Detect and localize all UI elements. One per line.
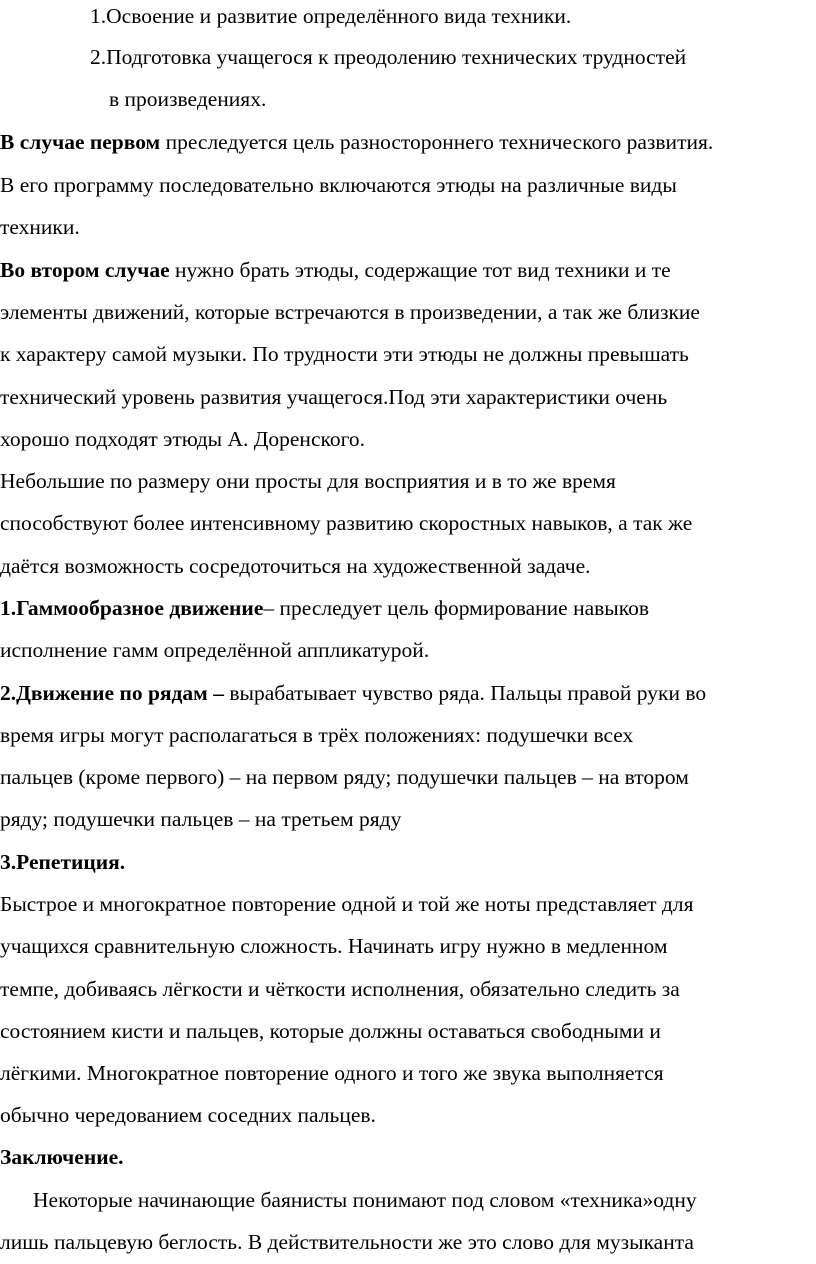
paragraph-text: темпе, добиваясь лёгкости и чёткости исполнения, обязательно следить за	[0, 977, 680, 1001]
list-item-2-continuation: в произведениях.	[109, 87, 267, 111]
list-item-1: 1.Освоение и развитие определённого вида техники.	[90, 4, 572, 28]
section-heading-repetition: 3.Репетиция.	[0, 850, 126, 874]
paragraph-text: исполнение гамм определённой аппликатурой.	[0, 638, 430, 662]
paragraph-text: способствуют более интенсивному развитию скоростных навыков, а так же	[0, 511, 693, 535]
paragraph-text: Некоторые начинающие баянисты понимают под словом «техника»одну	[33, 1188, 697, 1212]
section-scale-movement	[0, 595, 649, 621]
paragraph-text: хорошо подходят этюды А. Доренского.	[0, 427, 365, 451]
paragraph-text: Небольшие по размеру они просты для восприятия и в то же время	[0, 469, 616, 493]
paragraph-text: состоянием кисти и пальцев, которые должны оставаться свободными и	[0, 1019, 661, 1043]
paragraph-text: пальцев (кроме первого) – на первом ряду; подушечки пальцев – на втором	[0, 765, 689, 789]
paragraph-text: учащихся сравнительную сложность. Начинать игру нужно в медленном	[0, 934, 668, 958]
second-case-term: Во втором случае	[0, 258, 170, 282]
first-case-term: В случае первом	[0, 130, 161, 154]
paragraph-text: к характеру самой музыки. По трудности эти этюды не должны превышать	[0, 342, 689, 366]
paragraph-text: преследуется цель разностороннего технического развития.	[160, 130, 714, 154]
paragraph-text: лишь пальцевую беглость. В действительности же это слово для музыканта	[0, 1230, 694, 1254]
paragraph-text: лёгкими. Многократное повторение одного и того же звука выполняется	[0, 1061, 664, 1085]
paragraph-first-case	[0, 129, 713, 155]
paragraph-text: обычно чередованием соседних пальцев.	[0, 1103, 376, 1127]
paragraph-text: время игры могут располагаться в трёх положениях: подушечки всех	[0, 723, 634, 747]
paragraph-text: ряду; подушечки пальцев – на третьем ряду	[0, 807, 402, 831]
paragraph-text: вырабатывает чувство ряда. Пальцы правой руки во	[223, 681, 707, 705]
paragraph-text: технический уровень развития учащегося.Под эти характеристики очень	[0, 385, 668, 409]
paragraph-text: элементы движений, которые встречаются в произведении, а так же близкие	[0, 300, 700, 324]
paragraph-text: В его программу последовательно включаются этюды на различные виды	[0, 173, 677, 197]
paragraph-text: техники.	[0, 215, 80, 239]
paragraph-second-case	[0, 257, 671, 283]
section-heading: 2.Движение по рядам –	[0, 681, 224, 705]
paragraph-text: – преследует цель формирование навыков	[263, 596, 649, 620]
section-heading: 1.Гаммообразное движение	[0, 596, 264, 620]
paragraph-text: даётся возможность сосредоточиться на художественной задаче.	[0, 554, 591, 578]
paragraph-text: Быстрое и многократное повторение одной и той же ноты представляет для	[0, 892, 694, 916]
list-item-2: 2.Подготовка учащегося к преодолению технических трудностей	[90, 45, 687, 69]
paragraph-text: нужно брать этюды, содержащие тот вид техники и те	[169, 258, 671, 282]
conclusion-heading: Заключение.	[0, 1145, 124, 1169]
section-row-movement	[0, 680, 706, 706]
